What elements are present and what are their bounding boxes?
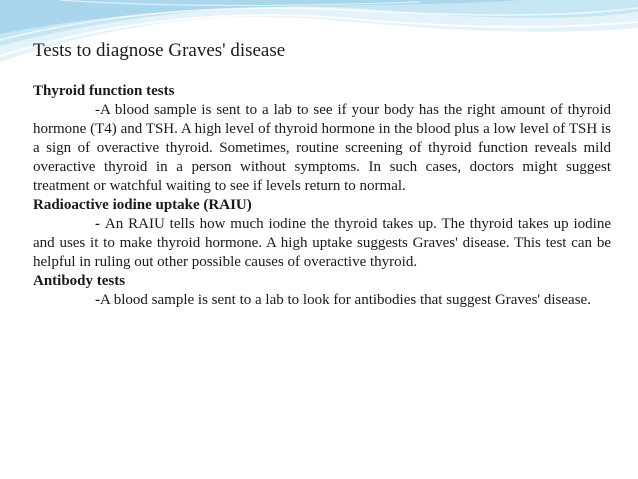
section-raiu xyxy=(33,196,611,272)
section-body xyxy=(33,101,611,196)
section-body xyxy=(33,215,611,272)
section-heading: Antibody tests xyxy=(33,273,126,289)
section-thyroid-function xyxy=(33,82,611,196)
slide-content xyxy=(33,40,611,310)
lead-dash: - xyxy=(95,216,105,232)
section-text: A blood sample is sent to a lab to see if your body has the right amount of thyroid hormone (T4) and TSH. A high level of thyroid hormone in the blood plus a low level of TSH is a sign of overactive thyroid. Sometimes, routine screening of thyroid function reveals mild overactive thyroid in a person without symptoms. In such cases, doctors might suggest treatment or watchful waiting to see if levels return to normal. xyxy=(33,102,611,194)
section-antibody xyxy=(33,272,611,310)
section-heading: Thyroid function tests xyxy=(33,83,175,99)
lead-dash: - xyxy=(95,292,100,308)
slide-title: Tests to diagnose Graves' disease xyxy=(33,40,286,61)
section-text: An RAIU tells how much iodine the thyroid takes up. The thyroid takes up iodine and uses it to make thyroid hormone. A high uptake suggests Graves' disease. This test can be helpful in ruling out other possible causes of overactive thyroid. xyxy=(33,216,611,270)
section-heading: Radioactive iodine uptake (RAIU) xyxy=(33,197,252,213)
section-body xyxy=(33,291,611,310)
lead-dash: - xyxy=(95,102,100,118)
section-text: A blood sample is sent to a lab to look for antibodies that suggest Graves' disease. xyxy=(100,292,591,308)
